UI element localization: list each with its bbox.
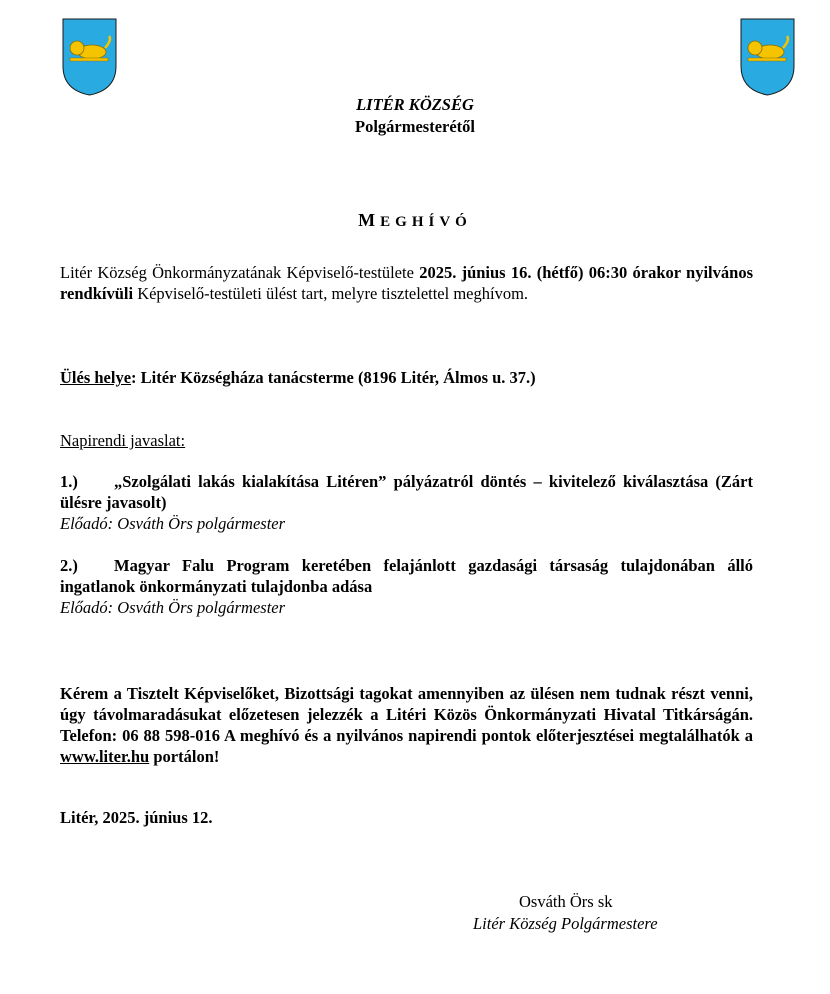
agenda-heading: Napirendi javaslat: — [60, 431, 186, 450]
notice-paragraph — [60, 683, 753, 767]
coat-of-arms-right — [740, 18, 795, 96]
coat-of-arms-left — [62, 18, 117, 96]
place-text: : Litér Községháza tanácsterme (8196 Litér, Álmos u. 37.) — [131, 368, 536, 387]
place-label: Ülés helye — [60, 368, 132, 387]
website-link[interactable]: www.liter.hu — [60, 747, 150, 766]
org-name: LITÉR KÖZSÉG — [356, 95, 474, 114]
title-rest: EGHÍVÓ — [380, 214, 472, 230]
agenda-item-number: 2.) — [60, 556, 78, 575]
agenda-item — [60, 471, 753, 534]
intro-text-c: Képviselő-testületi ülést tart, melyre tisztelettel meghívom. — [133, 284, 529, 303]
agenda-item-presenter: Előadó: Osváth Örs polgármester — [60, 514, 286, 533]
agenda-item — [60, 555, 753, 618]
org-subtitle: Polgármesterétől — [354, 117, 476, 136]
notice-text: Kérem a Tisztelt Képviselőket, Bizottsági tagokat amennyiben az ülésen nem tudnak részt venni, úgy távolmaradásukat előzetesen jelezzék a Litéri Közös Önkormányzati Hivatal Titkárságán. Telefon: 06 88 598-016 A meghívó és a nyilvános napirendi pontok előterjesztései megtalálhatók a — [60, 684, 753, 745]
document-title — [0, 210, 830, 231]
agenda-item-presenter: Előadó: Osváth Örs polgármester — [60, 598, 286, 617]
title-initial: M — [358, 210, 381, 230]
agenda-item-number: 1.) — [60, 472, 78, 491]
intro-text-b: 2025. június 16. (hétfő) 06:30 órakor nyilvános rendkívüli — [60, 263, 753, 303]
document-date: Litér, 2025. június 12. — [60, 808, 213, 827]
intro-text-a: Litér Község Önkormányzatának Képviselő-testülete — [60, 263, 420, 282]
signature-name: Osváth Örs sk — [519, 892, 613, 911]
agenda-item-title: „Szolgálati lakás kialakítása Litéren” pályázatról döntés – kivitelező kiválasztása (Zárt ülésre javasolt) — [60, 472, 753, 512]
intro-paragraph — [60, 262, 753, 304]
meeting-place — [60, 367, 753, 388]
agenda-item-title: Magyar Falu Program keretében felajánlott gazdasági társaság tulajdonában álló ingatlanok önkormányzati tulajdonba adása — [60, 556, 753, 596]
signature-title: Litér Község Polgármestere — [473, 914, 658, 933]
notice-text-after: portálon! — [149, 747, 220, 766]
